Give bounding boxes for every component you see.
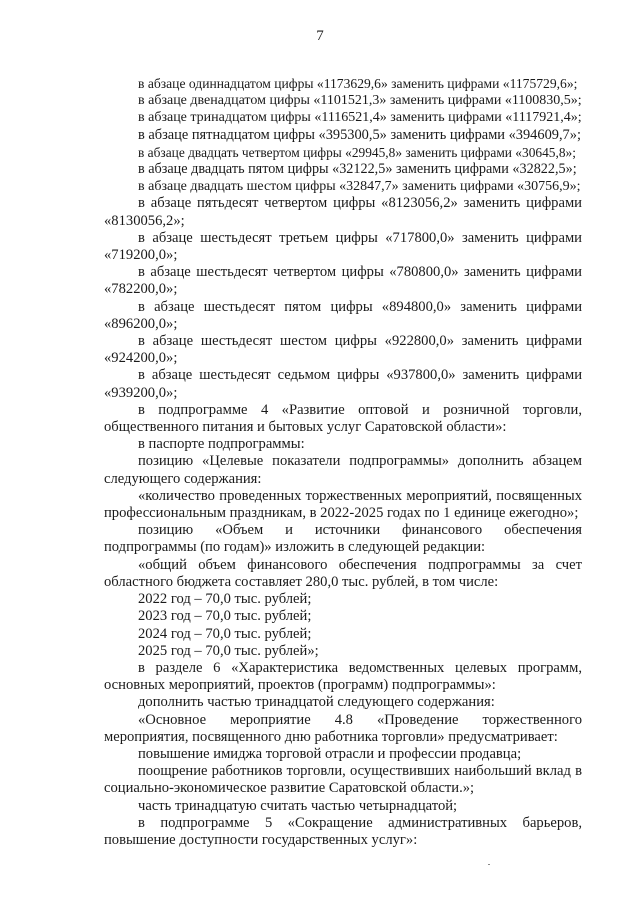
- paragraph: в абзаце пятьдесят четвертом цифры «8123056,2» заменить цифрами «8130056,2»;: [104, 195, 582, 229]
- paragraph: в абзаце шестьдесят шестом цифры «922800,0» заменить цифрами «924200,0»;: [104, 333, 582, 367]
- paragraph: позицию «Объем и источники финансового обеспечения подпрограммы (по годам)» изложить в следующей редакции:: [104, 522, 582, 556]
- paragraph: в подпрограмме 5 «Сокращение административных барьеров, повышение доступности государственных услуг»:: [104, 814, 582, 848]
- paragraph: 2025 год – 70,0 тыс. рублей»;: [138, 642, 319, 659]
- paragraph: в абзаце тринадцатом цифры «1116521,4» заменить цифрами «1117921,4»;: [138, 110, 582, 126]
- paragraph: 2023 год – 70,0 тыс. рублей;: [138, 608, 312, 625]
- paragraph: позицию «Целевые показатели подпрограммы» дополнить абзацем следующего содержания:: [104, 453, 582, 487]
- page-number: 7: [316, 28, 324, 44]
- paragraph: 2022 год – 70,0 тыс. рублей;: [138, 591, 312, 608]
- paragraph: дополнить частью тринадцатой следующего содержания:: [138, 694, 495, 711]
- paragraph: в абзаце двадцать шестом цифры «32847,7» заменить цифрами «30756,9»;: [138, 179, 581, 195]
- paragraph: 2024 год – 70,0 тыс. рублей;: [138, 625, 312, 642]
- paragraph: в абзаце шестьдесят четвертом цифры «780800,0» заменить цифрами «782200,0»;: [104, 264, 582, 298]
- paragraph: «Основное мероприятие 4.8 «Проведение торжественного мероприятия, посвященного дню работника торговли» предусматривает:: [104, 711, 582, 745]
- paragraph: в абзаце шестьдесят пятом цифры «894800,0» заменить цифрами «896200,0»;: [104, 298, 582, 332]
- paragraph: часть тринадцатую считать частью четырнадцатой;: [138, 797, 458, 814]
- paragraph: «количество проведенных торжественных мероприятий, посвященных профессиональным праздникам, в 2022-2025 годах по 1 единице ежегодно»;: [104, 487, 582, 522]
- paragraph: в абзаце двенадцатом цифры «1101521,3» заменить цифрами «1100830,5»;: [138, 93, 582, 109]
- document-body: [104, 75, 582, 849]
- paragraph: в абзаце двадцать пятом цифры «32122,5» заменить цифрами «32822,5»;: [138, 161, 577, 178]
- paragraph: в абзаце двадцать четвертом цифры «29945,8» заменить цифрами «30645,8»;: [138, 144, 576, 160]
- paragraph: в подпрограмме 4 «Развитие оптовой и розничной торговли, общественного питания и бытовых услуг Саратовской области»:: [104, 401, 582, 436]
- paragraph: в абзаце пятнадцатом цифры «395300,5» заменить цифрами «394609,7»;: [138, 126, 581, 143]
- paragraph: повышение имиджа торговой отрасли и профессии продавца;: [138, 745, 522, 762]
- paragraph: в абзаце одиннадцатом цифры «1173629,6» заменить цифрами «1175729,6»;: [138, 76, 578, 91]
- paragraph: в разделе 6 «Характеристика ведомственных целевых программ, основных мероприятий, проектов (программ) подпрограммы»:: [104, 659, 582, 694]
- scan-speck: [488, 864, 490, 865]
- paragraph: «общий объем финансового обеспечения подпрограммы за счет областного бюджета составляет 280,0 тыс. рублей, в том числе:: [104, 556, 582, 590]
- paragraph: в паспорте подпрограммы:: [138, 436, 305, 453]
- paragraph: в абзаце шестьдесят седьмом цифры «937800,0» заменить цифрами «939200,0»;: [104, 367, 582, 401]
- paragraph: поощрение работников торговли, осуществивших наибольший вклад в социально-экономическое развитие Саратовской области.»;: [104, 763, 582, 797]
- paragraph: в абзаце шестьдесят третьем цифры «717800,0» заменить цифрами «719200,0»;: [104, 229, 582, 264]
